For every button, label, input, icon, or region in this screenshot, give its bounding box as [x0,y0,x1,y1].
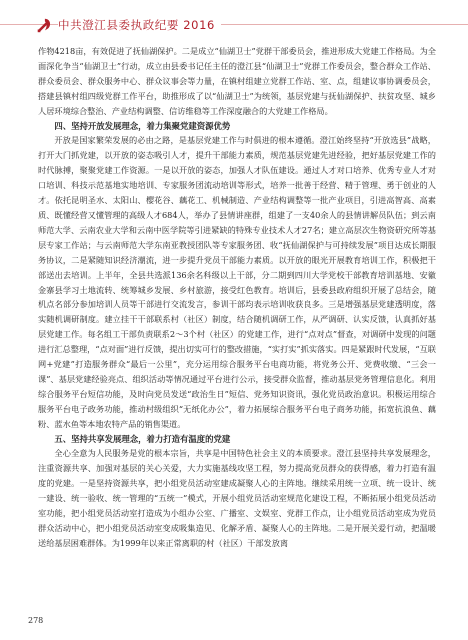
section-heading-open-development: 四、坚持开放发展理念，着力集聚党建资源优势 [54,120,231,131]
paragraph-continued: 作物4218亩，有效促进了抚仙湖保护。二是成立“仙湖卫士”党群干部委员会，推进形成大党建工作格局。为全面深化争当“仙湖卫士”行动，成立由县委书记任主任的澄江县“仙湖卫士”党群工作委员会，整合群众工作站、群众委员会、群众服务中心、群众议事会等力量，在镇村组建立党群工作站、室、点，组建议事协调委员会，搭建县镇村组四级党群工作平台，助推形成了以“仙湖卫士”为统领，基层党建与抚仙湖保护、扶贫攻坚、城乡人居环境综合整治、产业结构调整、信访维稳等工作深度融合的大党建工作格局。 [38,46,436,116]
party-emblem-icon [35,16,53,34]
section-heading-shared-development: 五、坚持共享发展理念，着力打造有温度的党建 [54,433,231,444]
page-header-title: 中共澄江县委执政纪要 2016 [58,17,221,33]
paragraph-open-development: 开放是国家繁荣发展的必由之路，是基层党建工作与时俱进的根本遵循。澄江始终坚持“开放选县”战略，打开大门抓党建，以开放的姿态吸引人才，提升干部能力素质，规范基层党建先进经验，把好基层党建工作的时代脉搏，聚聚党建工作资源。一是以开放的姿态，加强人才队伍建设。通过人才对口培养、优秀专业人才对口培训、科技示范基地实地培训、专家服务团流动培训等形式，培养一批善于经营、精于管理、勇于创业的人才。依托昆明圣水、太阳山、樱花谷、藕花工、机械制造、产业结构调整等一批产业项目，引进高智高、高素质、既懂经营又懂管理的高级人才684人，举办了县情讲座群，组建了一支40余人的县情讲解员队伍；到云南师范大学、云南农业大学和云南中医学院等引进紧缺的特殊专业技术人才27名；建立高层次生物资研究所等基层专家工作站；与云南师范大学东南亚教授团队等专家服务团、收“抚仙湖保护与可持续发展”项目达成长期服务协议，二是紧随知识经济潮流，进一步提升党员干部能力素质。以开放的眼光开展教育培训工作，积极把干部送出去培训。上半年，全县共选派136余名科级以上干部，分二期到四川大学党校干部教育培训基地、安徽金寨县学习土地流转、统筹城乡发展、乡村旅游，接受红色教育。培训后，县委县政府组织开展了总结会，随机点名部分参加培训人员等干部进行交流发言，参训干部均表示培训收获良多。三是增强基层党建透明度，落实随机调研制度。建立挂干干部联系村（社区）制度，结合随机调研工作，从严调研、认实反馈，认真抓好基层党建工作。每名组工干部负责联系2～3个村（社区）的党建工作，进行“点对点”督查，对调研中发现的问题进行汇总整理，“点对面”进行反馈，提出切实可行的整改措施，“实打实”抓实落实。四是紧跟时代发展，“互联网+党建”打造服务群众“最后一公里”，充分运用综合服务平台电商功能，将党务公开、党费收缴、“三会一课”、基层党建经验亮点、组织活动等情况通过平台进行公示，接受群众监督，推动基层党务管理信息化。利用综合服务平台短信功能，及时向党员发送“政治生日”短信、党务知识资讯，强化党员政治意识。积极运用综合服务平台电子政务功能，推动村级组织“无纸化办公”，着力拓展综合服务平台电子商务功能，拓宽抗浪鱼、藕粉、蓝水鱼等本地农特产品的销售渠道。 [38,135,436,429]
page-header [0,8,468,42]
document-body [38,44,436,551]
page-number: 278 [28,616,44,625]
paragraph-shared-development: 全心全意为人民服务是党的根本宗旨，共享是中国特色社会主义的本质要求。澄江县坚持共享发展理念，注重资源共享、加强对基层的关心关爱，大力实施基线攻坚工程，努力提高党员群众的获得感，着力打造有温度的党建。一是坚持资源共享，把小组党员活动室建成凝聚人心的主阵地。继续采用统一立项、统一设计、统一建设、统一验收、统一管理的“五统一”模式，开展小组党员活动室规范化建设工程，不断拓展小组党员活动室功能，把小组党员活动室打造成为小组办公室、广播室、文娱室、党群工作点，让小组党员活动室成为党员群众活动中心，把小组党员活动室变成吸集造见、化解矛盾、凝聚人心的主阵地。二是开展关爱行动，把温暖送给基层困难群体。为1999年以来正常离职的村（社区）干部发放离 [38,448,436,548]
